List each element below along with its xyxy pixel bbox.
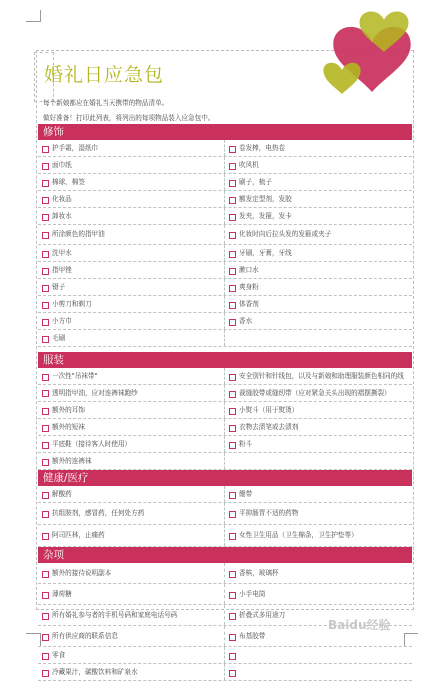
checkbox[interactable] (229, 634, 236, 641)
item-text: 镊子 (52, 283, 66, 291)
table-row (38, 279, 412, 296)
checkbox[interactable] (42, 302, 49, 309)
item-text: 零食 (52, 651, 66, 659)
list-item (225, 368, 412, 384)
list-item (38, 330, 225, 346)
item-text: 卷发棒，电热卷 (239, 144, 286, 152)
checkbox[interactable] (229, 214, 236, 221)
item-text: 布基胶带 (239, 632, 266, 640)
list-item (225, 503, 412, 524)
item-text: 透明指甲油，应对连裤袜跑纱 (52, 389, 138, 397)
item-text: 发夹，发箍，发卡 (239, 212, 292, 220)
checkbox[interactable] (42, 390, 49, 397)
table-row (38, 245, 412, 262)
list-item (38, 402, 225, 418)
item-text: 小方巾 (52, 317, 72, 325)
checkbox[interactable] (229, 408, 236, 415)
item-text: 洗甲水 (52, 249, 72, 257)
item-text: 体香剂 (239, 300, 259, 308)
checkbox[interactable] (229, 319, 236, 326)
list-item (38, 664, 225, 680)
item-text: 化妆品 (52, 195, 72, 203)
checkbox[interactable] (42, 571, 49, 578)
item-text: 绷带 (239, 490, 253, 498)
checkbox[interactable] (42, 533, 49, 540)
list-item (225, 191, 412, 207)
item-text: 平抑肠胃不适的药物 (239, 509, 299, 517)
item-text: 爽身粉 (239, 283, 259, 291)
list-item (225, 174, 412, 190)
item-text: 裁缝胶带或缝纫带（应对紧急关头出现的褶摆撕裂） (239, 389, 391, 397)
list-item-empty (225, 330, 412, 346)
checkbox[interactable] (42, 442, 49, 449)
list-item (38, 262, 225, 278)
checkbox[interactable] (42, 425, 49, 432)
table-row (38, 402, 412, 419)
checkbox[interactable] (42, 268, 49, 275)
checkbox[interactable] (229, 374, 236, 381)
table-row (38, 664, 412, 681)
list-item (225, 140, 412, 156)
checkbox[interactable] (229, 592, 236, 599)
list-item (38, 503, 225, 524)
item-text: 所有供应商的联系信息 (52, 632, 118, 640)
item-text: 牙刷，牙膏，牙线 (239, 249, 292, 257)
checkbox[interactable] (229, 146, 236, 153)
list-item (38, 245, 225, 261)
checkbox[interactable] (229, 391, 236, 398)
item-text: 香槟，玻璃杯 (239, 569, 279, 577)
checkbox[interactable] (229, 232, 236, 239)
checkbox[interactable] (229, 163, 236, 170)
table-row (38, 225, 412, 245)
checkbox[interactable] (229, 302, 236, 309)
list-item (225, 225, 412, 244)
table-row (38, 503, 412, 525)
table-row (38, 436, 412, 453)
list-item (38, 140, 225, 156)
item-text: 额外的接待说明副本 (52, 569, 112, 577)
list-item (225, 208, 412, 224)
checkbox[interactable] (229, 492, 236, 499)
table-row (38, 647, 412, 664)
item-text: 所涂颜色的指甲油 (52, 230, 105, 238)
section-header: 杂项 (38, 547, 412, 563)
list-item-empty (225, 453, 412, 469)
list-item (38, 225, 225, 244)
watermark: Baidu经验 (328, 618, 391, 632)
list-item (38, 584, 225, 604)
checkbox[interactable] (229, 425, 236, 432)
checkbox[interactable] (42, 232, 49, 239)
table-row (38, 296, 412, 313)
item-text: 额外的短袜 (52, 423, 85, 431)
table-row (38, 330, 412, 347)
list-item (225, 279, 412, 295)
item-text: 吹风机 (239, 161, 259, 169)
checkbox[interactable] (42, 374, 49, 381)
list-item (225, 647, 412, 663)
list-item (38, 419, 225, 435)
checkbox[interactable] (42, 214, 49, 221)
checkbox[interactable] (42, 180, 49, 187)
table-row (38, 191, 412, 208)
list-item (38, 453, 225, 469)
item-text: 额发定型剂，发胶 (239, 195, 292, 203)
table-row (38, 368, 412, 385)
list-item (38, 486, 225, 502)
list-item (38, 208, 225, 224)
checkbox[interactable] (42, 592, 49, 599)
section-grooming (38, 124, 412, 347)
checkbox[interactable] (229, 251, 236, 258)
item-text: 漱口水 (239, 266, 259, 274)
table-row (38, 486, 412, 503)
checkbox-placeholder (229, 336, 236, 343)
item-text: 护手霜，湿纸巾 (52, 144, 99, 152)
intro-line-2: 做好准备！打印此列表，将列出的每项物品装入应急包中。 (43, 114, 215, 122)
table-row (38, 262, 412, 279)
list-item (38, 647, 225, 663)
list-item (225, 157, 412, 173)
checkbox[interactable] (42, 634, 49, 641)
list-item (38, 191, 225, 207)
list-item (38, 296, 225, 312)
list-item (38, 385, 225, 401)
checkbox[interactable] (229, 442, 236, 449)
section-clothing (38, 352, 412, 470)
list-item (225, 664, 412, 680)
item-text: 解酸药 (52, 490, 72, 498)
checkbox[interactable] (42, 408, 49, 415)
checkbox[interactable] (42, 285, 49, 292)
item-text: 化妆时向后拉头发的发箍或夹子 (239, 230, 332, 238)
item-text: 冷藏果汁，碳酸饮料和矿泉水 (52, 668, 138, 676)
list-item (38, 157, 225, 173)
item-text: 额外的连裤袜 (52, 457, 92, 465)
crop-mark-top-left-v (40, 10, 41, 22)
item-text: 一次性"吊袜带" (52, 372, 98, 380)
item-text: 指甲锉 (52, 266, 72, 274)
section-header: 服装 (38, 352, 412, 368)
section-header: 修饰 (38, 124, 412, 140)
checkbox[interactable] (229, 268, 236, 275)
checkbox[interactable] (42, 613, 49, 620)
checkbox[interactable] (229, 511, 236, 518)
list-item (225, 419, 412, 435)
crop-mark-top-left-h (26, 21, 40, 22)
checkbox[interactable] (42, 511, 49, 518)
list-item (225, 584, 412, 604)
item-text: 粉斗 (239, 440, 253, 448)
item-text: 刷子，梳子 (239, 178, 272, 186)
item-text: 抗组胺剂，感冒药，任何处方药 (52, 509, 145, 517)
table-row (38, 419, 412, 436)
item-text: 女性卫生用品（卫生棉条，卫生护垫等） (239, 531, 358, 539)
list-item (225, 563, 412, 583)
checkbox[interactable] (229, 653, 236, 660)
checklist (38, 124, 412, 681)
list-item (225, 313, 412, 329)
item-text: 小手电筒 (239, 590, 266, 598)
checkbox[interactable] (229, 670, 236, 677)
checkbox[interactable] (229, 533, 236, 540)
item-text: 薄荷糖 (52, 590, 72, 598)
checkbox-placeholder (229, 459, 236, 466)
table-row (38, 313, 412, 330)
page-title: 婚礼日应急包 (44, 64, 165, 86)
item-text: 平底鞋（接待客人时使用） (52, 440, 132, 448)
table-row (38, 563, 412, 584)
list-item (225, 402, 412, 418)
section-header: 健康/医疗 (38, 470, 412, 486)
checkbox[interactable] (42, 336, 49, 343)
item-text: 安全别针和针线包，以及与新娘和助理服装颜色相同的线 (239, 372, 404, 380)
table-row (38, 385, 412, 402)
item-text: 额外的耳饰 (52, 406, 85, 414)
list-item (225, 296, 412, 312)
list-item (38, 313, 225, 329)
table-row (38, 157, 412, 174)
table-row (38, 525, 412, 547)
item-text: 面巾纸 (52, 161, 72, 169)
list-item (225, 245, 412, 261)
checkbox[interactable] (42, 146, 49, 153)
checkbox[interactable] (42, 163, 49, 170)
list-item (225, 436, 412, 452)
table-row (38, 208, 412, 225)
list-item (225, 525, 412, 546)
item-text: 折叠式多用途刀 (239, 611, 286, 619)
list-item (38, 279, 225, 295)
list-item (225, 262, 412, 278)
checkbox[interactable] (229, 180, 236, 187)
checkbox[interactable] (42, 670, 49, 677)
checkbox[interactable] (229, 197, 236, 204)
list-item (38, 626, 225, 646)
item-text: 阿司匹林，止痛药 (52, 531, 105, 539)
checkbox[interactable] (42, 653, 49, 660)
item-text: 所有婚礼参与者的手机号码和家庭电话号码 (52, 611, 178, 619)
item-text: 卸妆水 (52, 212, 72, 220)
list-item (225, 486, 412, 502)
table-row (38, 453, 412, 470)
checkbox[interactable] (42, 197, 49, 204)
item-text: 棉球，棉签 (52, 178, 85, 186)
table-row (38, 174, 412, 191)
item-text: 小熨斗（用于熨烫） (239, 406, 299, 414)
intro-line-1: 每个新娘都应在婚礼当天携带的物品清单。 (43, 99, 169, 107)
checkbox[interactable] (42, 459, 49, 466)
item-text: 小剪刀和剃刀 (52, 300, 92, 308)
section-health (38, 470, 412, 547)
list-item (38, 436, 225, 452)
list-item (38, 605, 225, 625)
list-item (38, 563, 225, 583)
item-text: 衣物去渍笔或去渍剂 (239, 423, 299, 431)
list-item (38, 368, 225, 384)
section-misc (38, 547, 412, 681)
list-item (38, 174, 225, 190)
list-item (225, 385, 412, 401)
checkbox[interactable] (229, 285, 236, 292)
table-row (38, 140, 412, 157)
checkbox[interactable] (42, 251, 49, 258)
item-text: 毛刷 (52, 334, 66, 342)
checkbox[interactable] (229, 613, 236, 620)
checkbox[interactable] (42, 492, 49, 499)
hearts-icon (322, 4, 422, 104)
checkbox[interactable] (229, 571, 236, 578)
checkbox[interactable] (42, 319, 49, 326)
list-item (38, 525, 225, 546)
item-text: 香水 (239, 317, 253, 325)
table-row (38, 584, 412, 605)
